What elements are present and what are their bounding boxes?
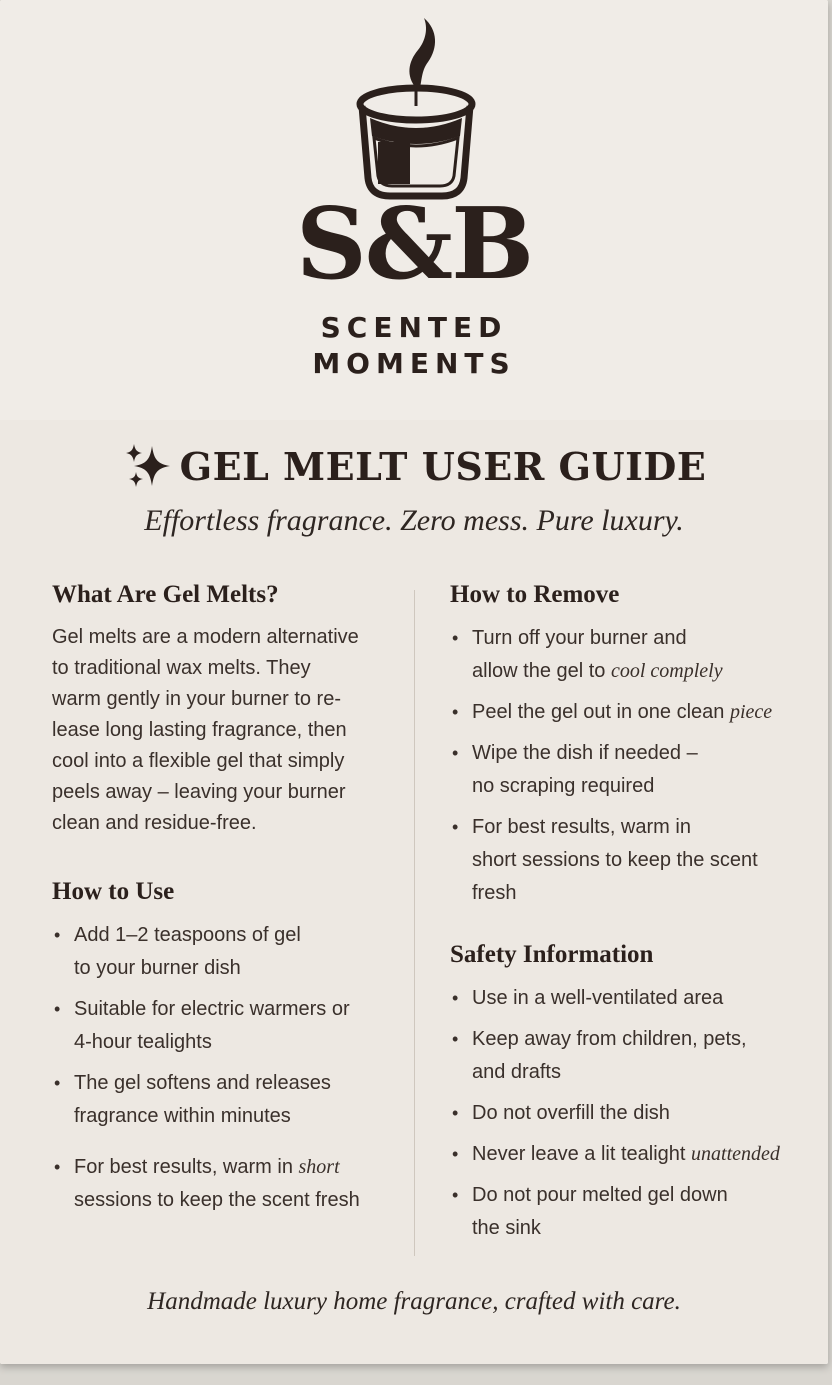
para-line: warm gently in your burner to re- — [52, 688, 342, 710]
para-line: lease long lasting fragrance, then — [52, 719, 347, 741]
brand-line-moments: MOMENTS — [312, 347, 516, 380]
para-line: peels away – leaving your burner — [52, 781, 346, 803]
footer-tagline: Handmade luxury home fragrance, crafted with care. — [147, 1288, 681, 1315]
safety-list — [450, 982, 810, 1245]
list-item: • Turn off your burner and allow the gel to cool complely — [450, 622, 810, 688]
list-item: • Suitable for electric warmers or 4-hour tealights — [52, 993, 392, 1059]
how-to-use-list — [52, 919, 392, 1217]
list-item: • Add 1–2 teaspoons of gel to your burner dish — [52, 919, 392, 985]
how-to-use-heading: How to Use — [52, 878, 175, 905]
guide-content — [0, 420, 828, 1364]
column-divider — [414, 590, 415, 1256]
what-are-heading: What Are Gel Melts? — [52, 581, 279, 608]
list-item: • Do not pour melted gel down the sink — [450, 1179, 810, 1245]
logo-panel — [0, 0, 828, 420]
right-column — [450, 580, 810, 1245]
page-title: GEL MELT USER GUIDE — [179, 443, 707, 489]
left-column — [52, 580, 392, 1217]
list-item: • Peel the gel out in one clean piece — [450, 696, 810, 729]
list-item: • Wipe the dish if needed – no scraping required — [450, 737, 810, 803]
para-line: cool into a flexible gel that simply — [52, 750, 345, 772]
what-are-paragraph — [52, 622, 392, 839]
how-to-remove-list — [450, 622, 810, 910]
brand-name: S&B — [295, 187, 533, 302]
para-line: Gel melts are a modern alternative — [52, 626, 359, 648]
para-line: clean and residue-free. — [52, 812, 257, 834]
list-item: • Keep away from children, pets, and drafts — [450, 1023, 810, 1089]
list-item: • Never leave a lit tealight unattended — [450, 1138, 810, 1171]
sparkle-icon — [122, 442, 172, 490]
list-item: • For best results, warm in short sessions to keep the scent fresh — [52, 1151, 392, 1217]
list-item: • The gel softens and releases fragrance within minutes — [52, 1067, 392, 1133]
title-row — [0, 442, 828, 490]
candle-icon — [354, 14, 478, 200]
para-line: to traditional wax melts. They — [52, 657, 311, 679]
tagline: Effortless fragrance. Zero mess. Pure luxury. — [144, 504, 684, 537]
safety-heading: Safety Information — [450, 941, 654, 968]
list-item: • Use in a well-ventilated area — [450, 982, 810, 1015]
list-item: • For best results, warm in short sessions to keep the scent fresh — [450, 811, 810, 910]
how-to-remove-heading: How to Remove — [450, 581, 620, 608]
brand-line-scented: SCENTED — [320, 311, 508, 344]
list-item: • Do not overfill the dish — [450, 1097, 810, 1130]
